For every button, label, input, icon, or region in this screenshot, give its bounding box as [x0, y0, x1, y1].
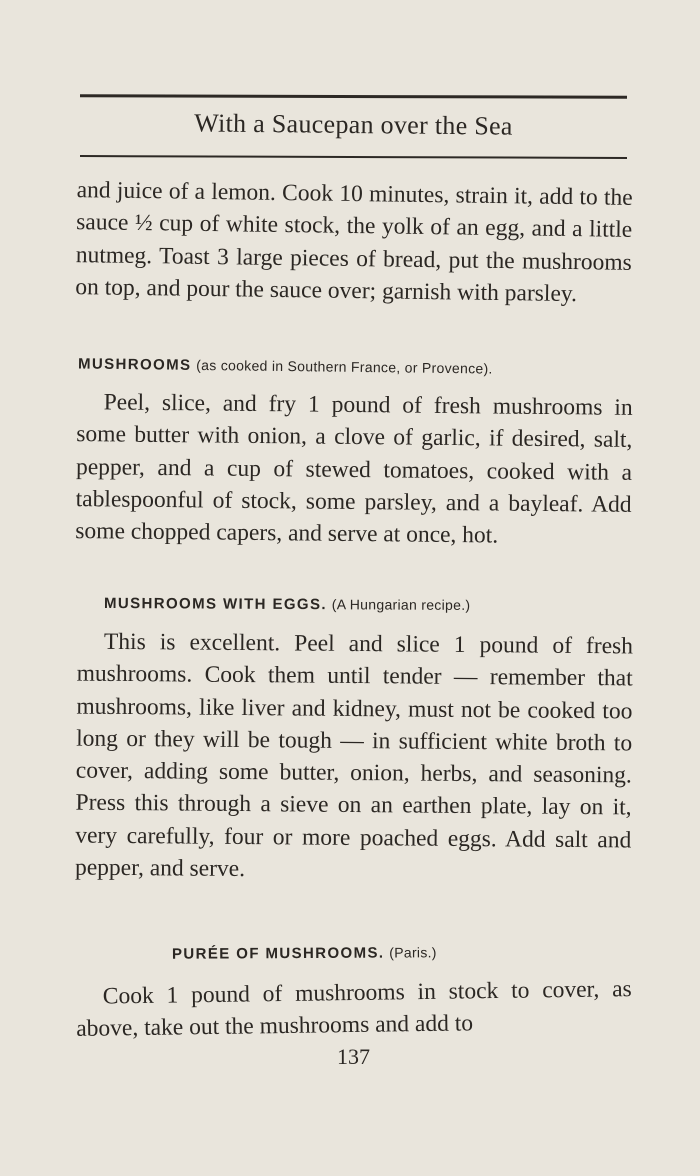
recipe-heading-provence: [78, 355, 493, 377]
recipe-text: Cook 1 pound of mushrooms in stock to cover, as above, take out the mushrooms and add to: [76, 976, 632, 1043]
page-number: 137: [337, 1044, 370, 1069]
continuation-text: and juice of a lemon. Cook 10 minutes, strain it, add to the sauce ½ cup of white stock, the yolk of an egg, and a little nutmeg. Toast 3 large pieces of bread, put the mushrooms on top, and pour the sauce over; garnish with parsley.: [75, 177, 633, 308]
header-rule-bottom: [80, 155, 627, 159]
recipe-body-puree: [76, 973, 633, 1045]
recipe-text: This is excellent. Peel and slice 1 pound of fresh mushrooms. Cook them until tender — remember that mushrooms, like liver and kidney, must not be cooked too long or they will be tough — in sufficient white broth to cover, adding some butter, onion, herbs, and seasoning. Press this through a sieve on an earthen plate, lay on it, very carefully, four or more poached eggs. Add salt and pepper, and serve.: [74, 628, 634, 883]
recipe-title: MUSHROOMS: [77, 355, 192, 374]
recipe-note: (A Hungarian recipe.): [331, 596, 471, 613]
running-head: With a Saucepan over the Sea: [194, 108, 513, 141]
recipe-body-eggs: [75, 626, 633, 889]
recipe-title: PURÉE OF MUSHROOMS.: [171, 944, 385, 963]
recipe-title: MUSHROOMS WITH EGGS.: [103, 595, 328, 614]
recipe-note: (Paris.): [389, 944, 437, 961]
recipe-body-provence: [75, 386, 633, 553]
recipe-text: Peel, slice, and fry 1 pound of fresh mushrooms in some butter with onion, a clove of garlic, if desired, salt, pepper, and a cup of stewed tomatoes, cooked with a tablespoonful of stock, some parsley, and a bayleaf. Add some chopped capers, and serve at once, hot.: [75, 389, 633, 549]
continuation-paragraph: [75, 174, 633, 311]
header-rule-top: [80, 94, 627, 98]
recipe-note: (as cooked in Southern France, or Provence).: [196, 356, 493, 377]
recipe-heading-puree: [172, 944, 437, 962]
recipe-heading-eggs: [104, 595, 470, 614]
